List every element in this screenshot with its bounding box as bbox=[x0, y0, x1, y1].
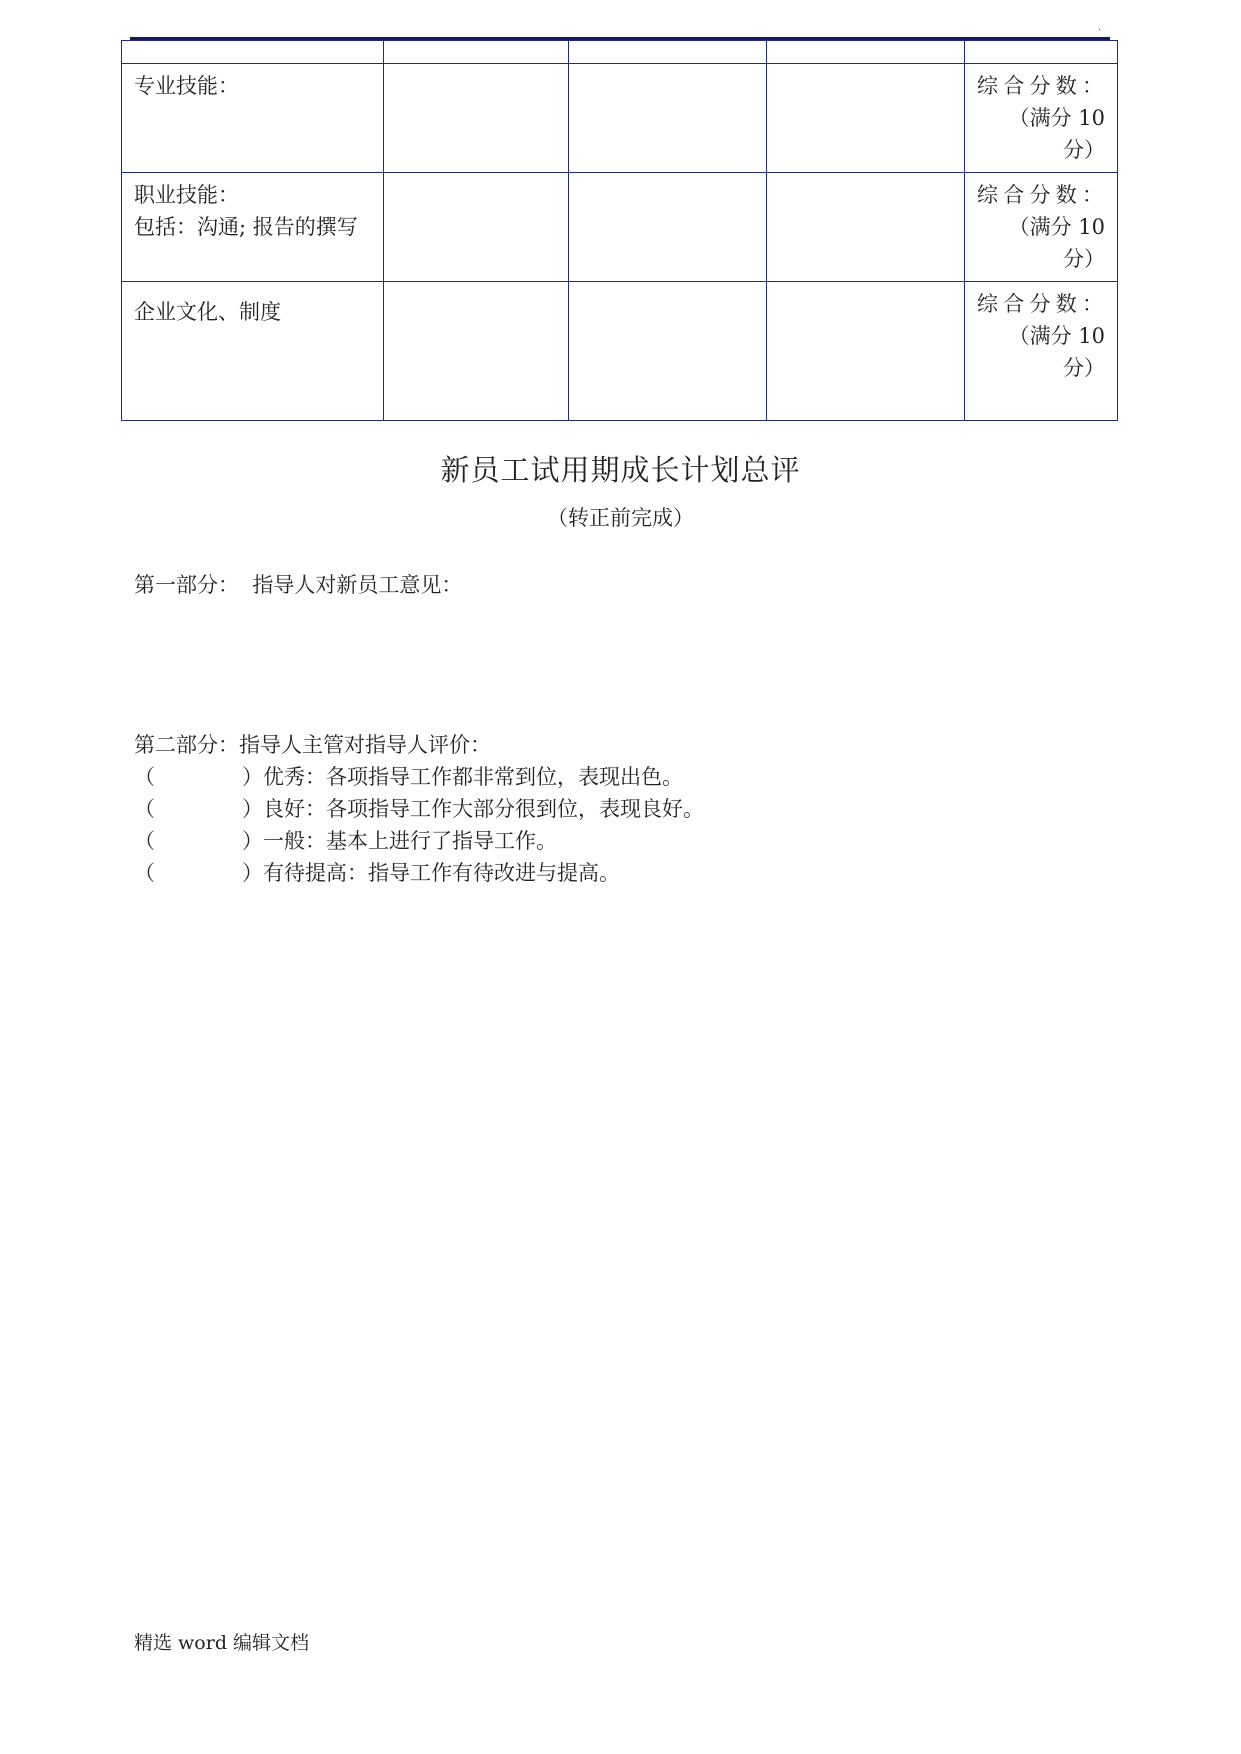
rating-option-label: ）有待提高：指导工作有待改进与提高。 bbox=[242, 861, 620, 885]
rating-blank[interactable]: （ bbox=[134, 765, 155, 789]
table-cell[interactable] bbox=[569, 41, 767, 64]
score-max: （满分 10 分） bbox=[1008, 324, 1105, 380]
score-label: 综合分数： bbox=[977, 74, 1105, 98]
rating-option-good[interactable] bbox=[134, 793, 704, 823]
footer-text: 精选 word 编辑文档 bbox=[134, 1632, 310, 1654]
table-row bbox=[122, 41, 1118, 64]
score-cell[interactable] bbox=[965, 173, 1118, 282]
table-cell[interactable] bbox=[767, 64, 965, 173]
table-cell[interactable] bbox=[569, 282, 767, 421]
table-row bbox=[122, 173, 1118, 282]
score-max: （满分 10 分） bbox=[1008, 106, 1105, 162]
score-label: 综合分数： bbox=[977, 183, 1105, 207]
part2-heading: 第二部分：指导人主管对指导人评价： bbox=[134, 733, 491, 757]
rating-option-needs-improvement[interactable] bbox=[134, 857, 620, 887]
row-label-cell bbox=[122, 173, 384, 282]
rating-option-excellent[interactable] bbox=[134, 761, 683, 791]
row-label: 职业技能： bbox=[134, 183, 239, 207]
score-max: （满分 10 分） bbox=[1008, 215, 1105, 271]
rating-blank[interactable]: （ bbox=[134, 829, 155, 853]
evaluation-table bbox=[121, 40, 1118, 421]
summary-subtitle: （转正前完成） bbox=[547, 506, 694, 530]
table-cell[interactable] bbox=[384, 173, 569, 282]
table-cell[interactable] bbox=[767, 173, 965, 282]
rating-option-average[interactable] bbox=[134, 825, 557, 855]
part1-heading: 第一部分： 指导人对新员工意见： bbox=[134, 573, 463, 597]
row-label-cell bbox=[122, 282, 384, 421]
score-cell[interactable] bbox=[965, 282, 1118, 421]
table-cell[interactable] bbox=[384, 41, 569, 64]
row-label: 企业文化、制度 bbox=[134, 300, 281, 324]
row-label-detail: 包括：沟通; 报告的撰写 bbox=[134, 215, 358, 239]
table-cell[interactable] bbox=[384, 282, 569, 421]
rating-option-label: ）一般：基本上进行了指导工作。 bbox=[242, 829, 557, 853]
rating-option-label: ）优秀：各项指导工作都非常到位，表现出色。 bbox=[242, 765, 683, 789]
table-cell[interactable] bbox=[767, 282, 965, 421]
table-row bbox=[122, 64, 1118, 173]
header-mark: . bbox=[1098, 22, 1102, 33]
row-label-cell bbox=[122, 64, 384, 173]
rating-option-label: ）良好：各项指导工作大部分很到位，表现良好。 bbox=[242, 797, 704, 821]
table-row bbox=[122, 282, 1118, 421]
table-cell[interactable] bbox=[384, 64, 569, 173]
table-cell[interactable] bbox=[569, 173, 767, 282]
summary-title: 新员工试用期成长计划总评 bbox=[440, 453, 801, 487]
table-cell[interactable] bbox=[965, 41, 1118, 64]
score-label: 综合分数： bbox=[977, 292, 1105, 316]
rating-blank[interactable]: （ bbox=[134, 861, 155, 885]
row-label: 专业技能： bbox=[134, 74, 239, 98]
table-cell[interactable] bbox=[122, 41, 384, 64]
table-cell[interactable] bbox=[767, 41, 965, 64]
table-cell[interactable] bbox=[569, 64, 767, 173]
rating-blank[interactable]: （ bbox=[134, 797, 155, 821]
score-cell[interactable] bbox=[965, 64, 1118, 173]
